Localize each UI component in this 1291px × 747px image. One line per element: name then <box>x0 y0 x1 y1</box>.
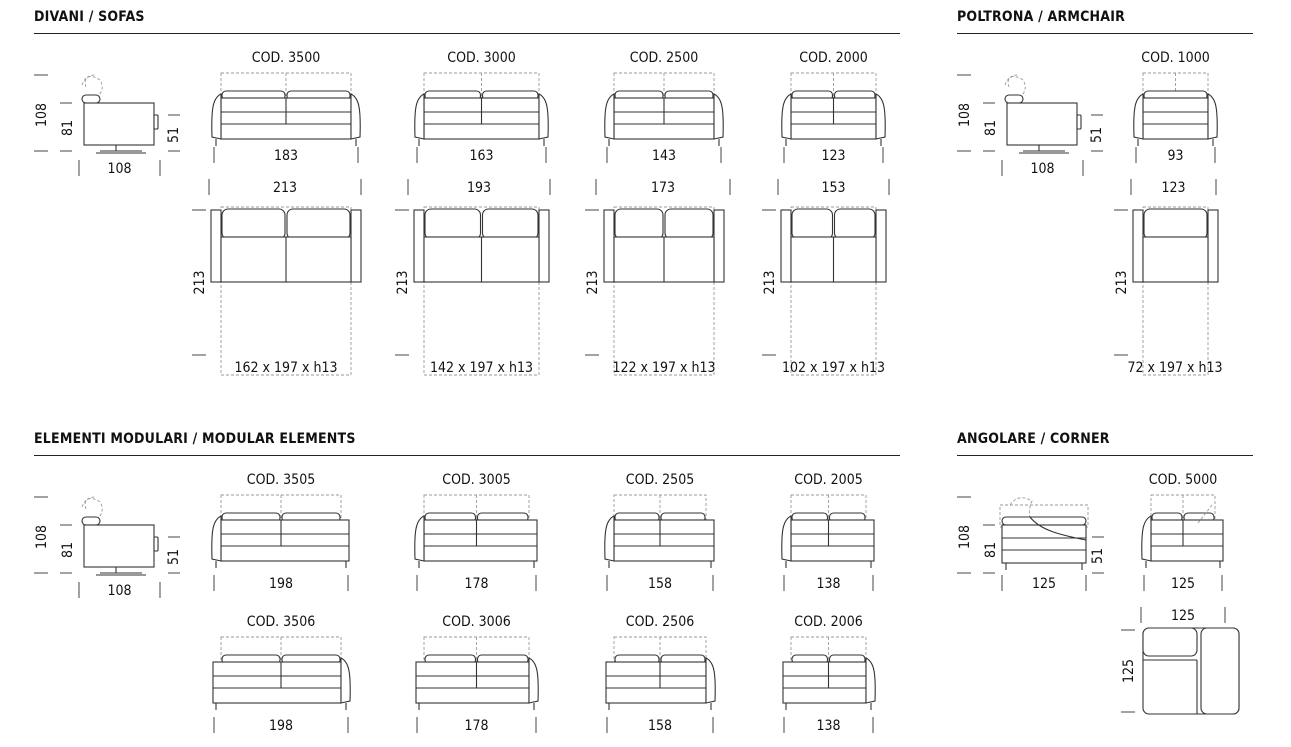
side-dim-total-height: 108 <box>34 524 50 550</box>
modular-code: COD. 3006 <box>442 614 511 630</box>
side-dim-seat-height: 51 <box>166 548 182 566</box>
sofa-bed-size: 122 x 197 x h13 <box>612 360 716 376</box>
corner-overall-width: 125 <box>1170 608 1196 624</box>
armchair-side-view <box>957 75 1105 177</box>
modular-2505 <box>605 472 714 592</box>
sofa-bed-size: 142 x 197 x h13 <box>430 360 533 376</box>
side-dim-depth: 108 <box>107 161 132 177</box>
sofa-2500 <box>585 50 730 376</box>
sofas-section <box>34 50 889 376</box>
sofa-3000 <box>395 50 550 376</box>
modular-3505 <box>212 472 349 592</box>
corner-code: COD. 5000 <box>1148 472 1218 488</box>
modular-width: 178 <box>464 718 489 734</box>
modular-code: COD. 2006 <box>794 614 863 630</box>
corner-depth: 125 <box>1121 658 1137 684</box>
modular-3006 <box>416 614 538 734</box>
corner-width: 125 <box>1170 576 1196 592</box>
section-title-sofas: DIVANI / SOFAS <box>34 9 145 25</box>
modular-width: 138 <box>816 576 841 592</box>
modular-code: COD. 2005 <box>794 472 863 488</box>
armchair-code: COD. 1000 <box>1141 50 1210 66</box>
armchair-width: 93 <box>1167 148 1184 164</box>
section-title-corner: ANGOLARE / CORNER <box>957 431 1110 447</box>
armchair-section <box>957 50 1222 376</box>
sofa-width: 123 <box>821 148 846 164</box>
side-dim-depth: 108 <box>1030 161 1055 177</box>
sofa-bed-size: 162 x 197 x h13 <box>234 360 338 376</box>
side-dim-total-height: 108 <box>34 102 50 128</box>
sofa-depth: 213 <box>192 270 208 295</box>
modular-width: 158 <box>647 576 673 592</box>
sofa-side-view <box>34 75 182 177</box>
modular-code: COD. 2506 <box>625 614 695 630</box>
modular-3005 <box>415 472 537 592</box>
sofa-code: COD. 2500 <box>629 50 699 66</box>
sofa-overall-width: 193 <box>466 180 492 196</box>
sofa-depth: 213 <box>395 270 411 295</box>
modular-code: COD. 2505 <box>625 472 695 488</box>
modular-side-view <box>34 497 182 599</box>
corner-dim-seat-height: 51 <box>1090 547 1106 565</box>
corner-dim-total-height: 108 <box>957 524 973 550</box>
side-dim-depth: 108 <box>107 583 132 599</box>
section-title-modular: ELEMENTI MODULARI / MODULAR ELEMENTS <box>34 431 356 447</box>
corner-dim-back-height: 81 <box>983 541 999 559</box>
side-dim-seat-height: 51 <box>166 126 182 144</box>
section-title-armchair: POLTRONA / ARMCHAIR <box>957 9 1125 25</box>
modular-width: 198 <box>268 718 294 734</box>
modular-2005 <box>782 472 874 592</box>
modular-section <box>34 472 875 734</box>
sofa-overall-width: 153 <box>821 180 846 196</box>
sofa-width: 143 <box>651 148 677 164</box>
armchair-depth: 213 <box>1114 270 1130 295</box>
side-dim-total-height: 108 <box>957 102 973 128</box>
sofa-depth: 213 <box>762 270 778 295</box>
corner-side-view <box>957 497 1106 592</box>
modular-width: 178 <box>464 576 489 592</box>
modular-code: COD. 3506 <box>246 614 316 630</box>
side-dim-back-height: 81 <box>60 119 76 137</box>
sofa-bed-size: 102 x 197 x h13 <box>782 360 885 376</box>
sofa-code: COD. 3500 <box>251 50 321 66</box>
modular-2506 <box>606 614 715 734</box>
armchair-bed-size: 72 x 197 x h13 <box>1127 360 1223 376</box>
sofa-code: COD. 3000 <box>447 50 516 66</box>
sofa-depth: 213 <box>585 270 601 295</box>
modular-code: COD. 3005 <box>442 472 511 488</box>
sofa-2000 <box>762 50 889 376</box>
side-dim-back-height: 81 <box>60 541 76 559</box>
sofa-overall-width: 213 <box>272 180 298 196</box>
modular-3506 <box>213 614 350 734</box>
sofa-width: 183 <box>273 148 299 164</box>
sofa-3500 <box>192 50 361 376</box>
modular-width: 158 <box>647 718 673 734</box>
modular-2006 <box>783 614 875 734</box>
side-dim-seat-height: 51 <box>1089 126 1105 144</box>
modular-width: 138 <box>816 718 841 734</box>
modular-width: 198 <box>268 576 294 592</box>
side-dim-back-height: 81 <box>983 119 999 137</box>
corner-section <box>957 472 1239 714</box>
armchair-cod-1000 <box>1114 50 1222 376</box>
corner-cod-5000 <box>1121 472 1239 714</box>
modular-code: COD. 3505 <box>246 472 316 488</box>
sofa-code: COD. 2000 <box>799 50 868 66</box>
armchair-overall-width: 123 <box>1161 180 1186 196</box>
sofa-overall-width: 173 <box>650 180 676 196</box>
sofa-width: 163 <box>469 148 494 164</box>
corner-side-width: 125 <box>1031 576 1057 592</box>
